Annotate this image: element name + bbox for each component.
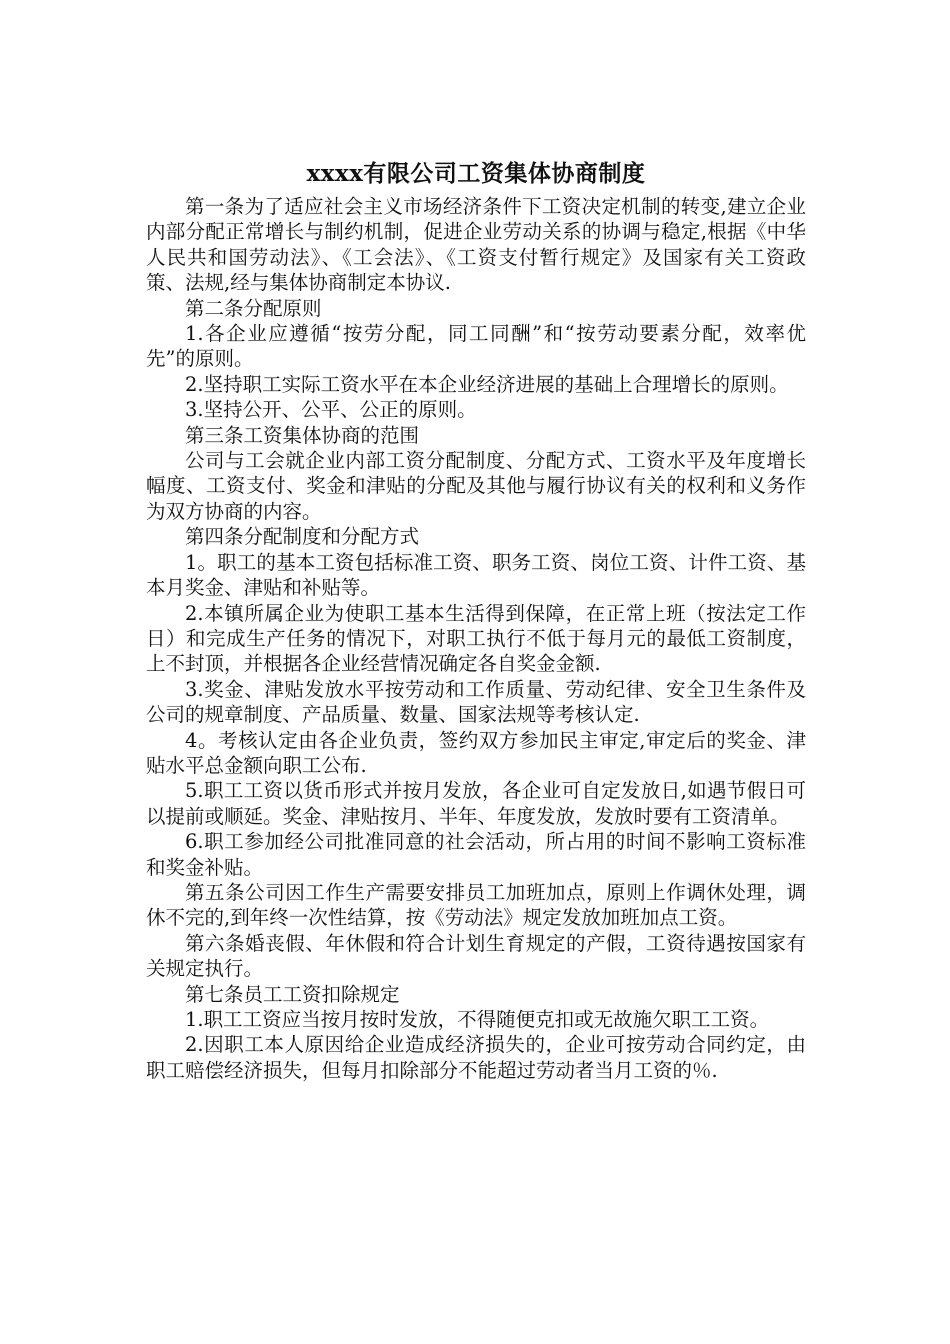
paragraph-article-4-item-4: 4。考核认定由各企业负责，签约双方参加民主审定,审定后的奖金、津贴水平总金额向职工公布. (146, 728, 806, 777)
paragraph-article-5: 第五条公司因工作生产需要安排员工加班加点，原则上作调休处理，调休不完的,到年终一次性结算，按《劳动法》规定发放加班加点工资。 (146, 880, 806, 930)
document-title: xxxx有限公司工资集体协商制度 (306, 160, 646, 187)
paragraph-article-2-item-2: 2.坚持职工实际工资水平在本企业经济进展的基础上合理增长的原则。 (185, 372, 789, 396)
paragraph-article-4-item-5: 5.职工工资以货币形式并按月发放，各企业可自定发放日,如遇节假日可以提前或顺延。奖金、津贴按月、半年、年度发放，发放时要有工资清单。 (146, 779, 806, 828)
document-page (146, 156, 806, 1083)
heading-article-7: 第七条员工工资扣除规定 (185, 982, 400, 1006)
paragraph-article-3: 公司与工会就企业内部工资分配制度、分配方式、工资水平及年度增长幅度、工资支付、奖金和津贴的分配及其他与履行协议有关的权利和义务作为双方协商的内容。 (146, 449, 806, 523)
paragraph-article-2-item-3: 3.坚持公开、公平、公正的原则。 (185, 398, 477, 422)
paragraph-article-4-item-3: 3.奖金、津贴发放水平按劳动和工作质量、劳动纪律、安全卫生条件及公司的规章制度、产品质量、数量、国家法规等考核认定. (146, 677, 806, 727)
paragraph-article-4-item-1: 1。职工的基本工资包括标准工资、职务工资、岗位工资、计件工资、基本月奖金、津贴和补贴等。 (146, 550, 806, 600)
paragraph-article-7-item-2: 2.因职工本人原因给企业造成经济损失的，企业可按劳动合同约定，由职工赔偿经济损失，但每月扣除部分不能超过劳动者当月工资的％. (146, 1033, 806, 1082)
paragraph-article-4-item-2: 2.本镇所属企业为使职工基本生活得到保障，在正常上班（按法定工作日）和完成生产任务的情况下，对职工执行不低于每月元的最低工资制度，上不封顶，并根据各企业经营情况确定各自奖金金额. (146, 601, 806, 676)
heading-article-4: 第四条分配制度和分配方式 (185, 525, 420, 549)
paragraph-article-6: 第六条婚丧假、年休假和符合计划生育规定的产假，工资待遇按国家有关规定执行。 (146, 931, 806, 981)
heading-article-3: 第三条工资集体协商的范围 (185, 423, 420, 447)
paragraph-article-7-item-1: 1.职工工资应当按月按时发放，不得随便克扣或无故施欠职工工资。 (185, 1008, 770, 1031)
paragraph-article-4-item-6: 6.职工参加经公司批准同意的社会活动，所占用的时间不影响工资标准和奖金补贴。 (146, 830, 806, 879)
heading-article-2: 第二条分配原则 (185, 296, 322, 320)
paragraph-article-2-item-1: 1.各企业应遵循“按劳分配，同工同酬”和“按劳动要素分配，效率优先”的原则。 (146, 322, 806, 371)
paragraph-article-1: 第一条为了适应社会主义市场经济条件下工资决定机制的转变,建立企业内部分配正常增长与制约机制，促进企业劳动关系的协调与稳定,根据《中华人民共和国劳动法》、《工会法》、《工资支付暂行规定》及国家有关工资政策、法规,经与集体协商制定本协议. (146, 195, 806, 295)
